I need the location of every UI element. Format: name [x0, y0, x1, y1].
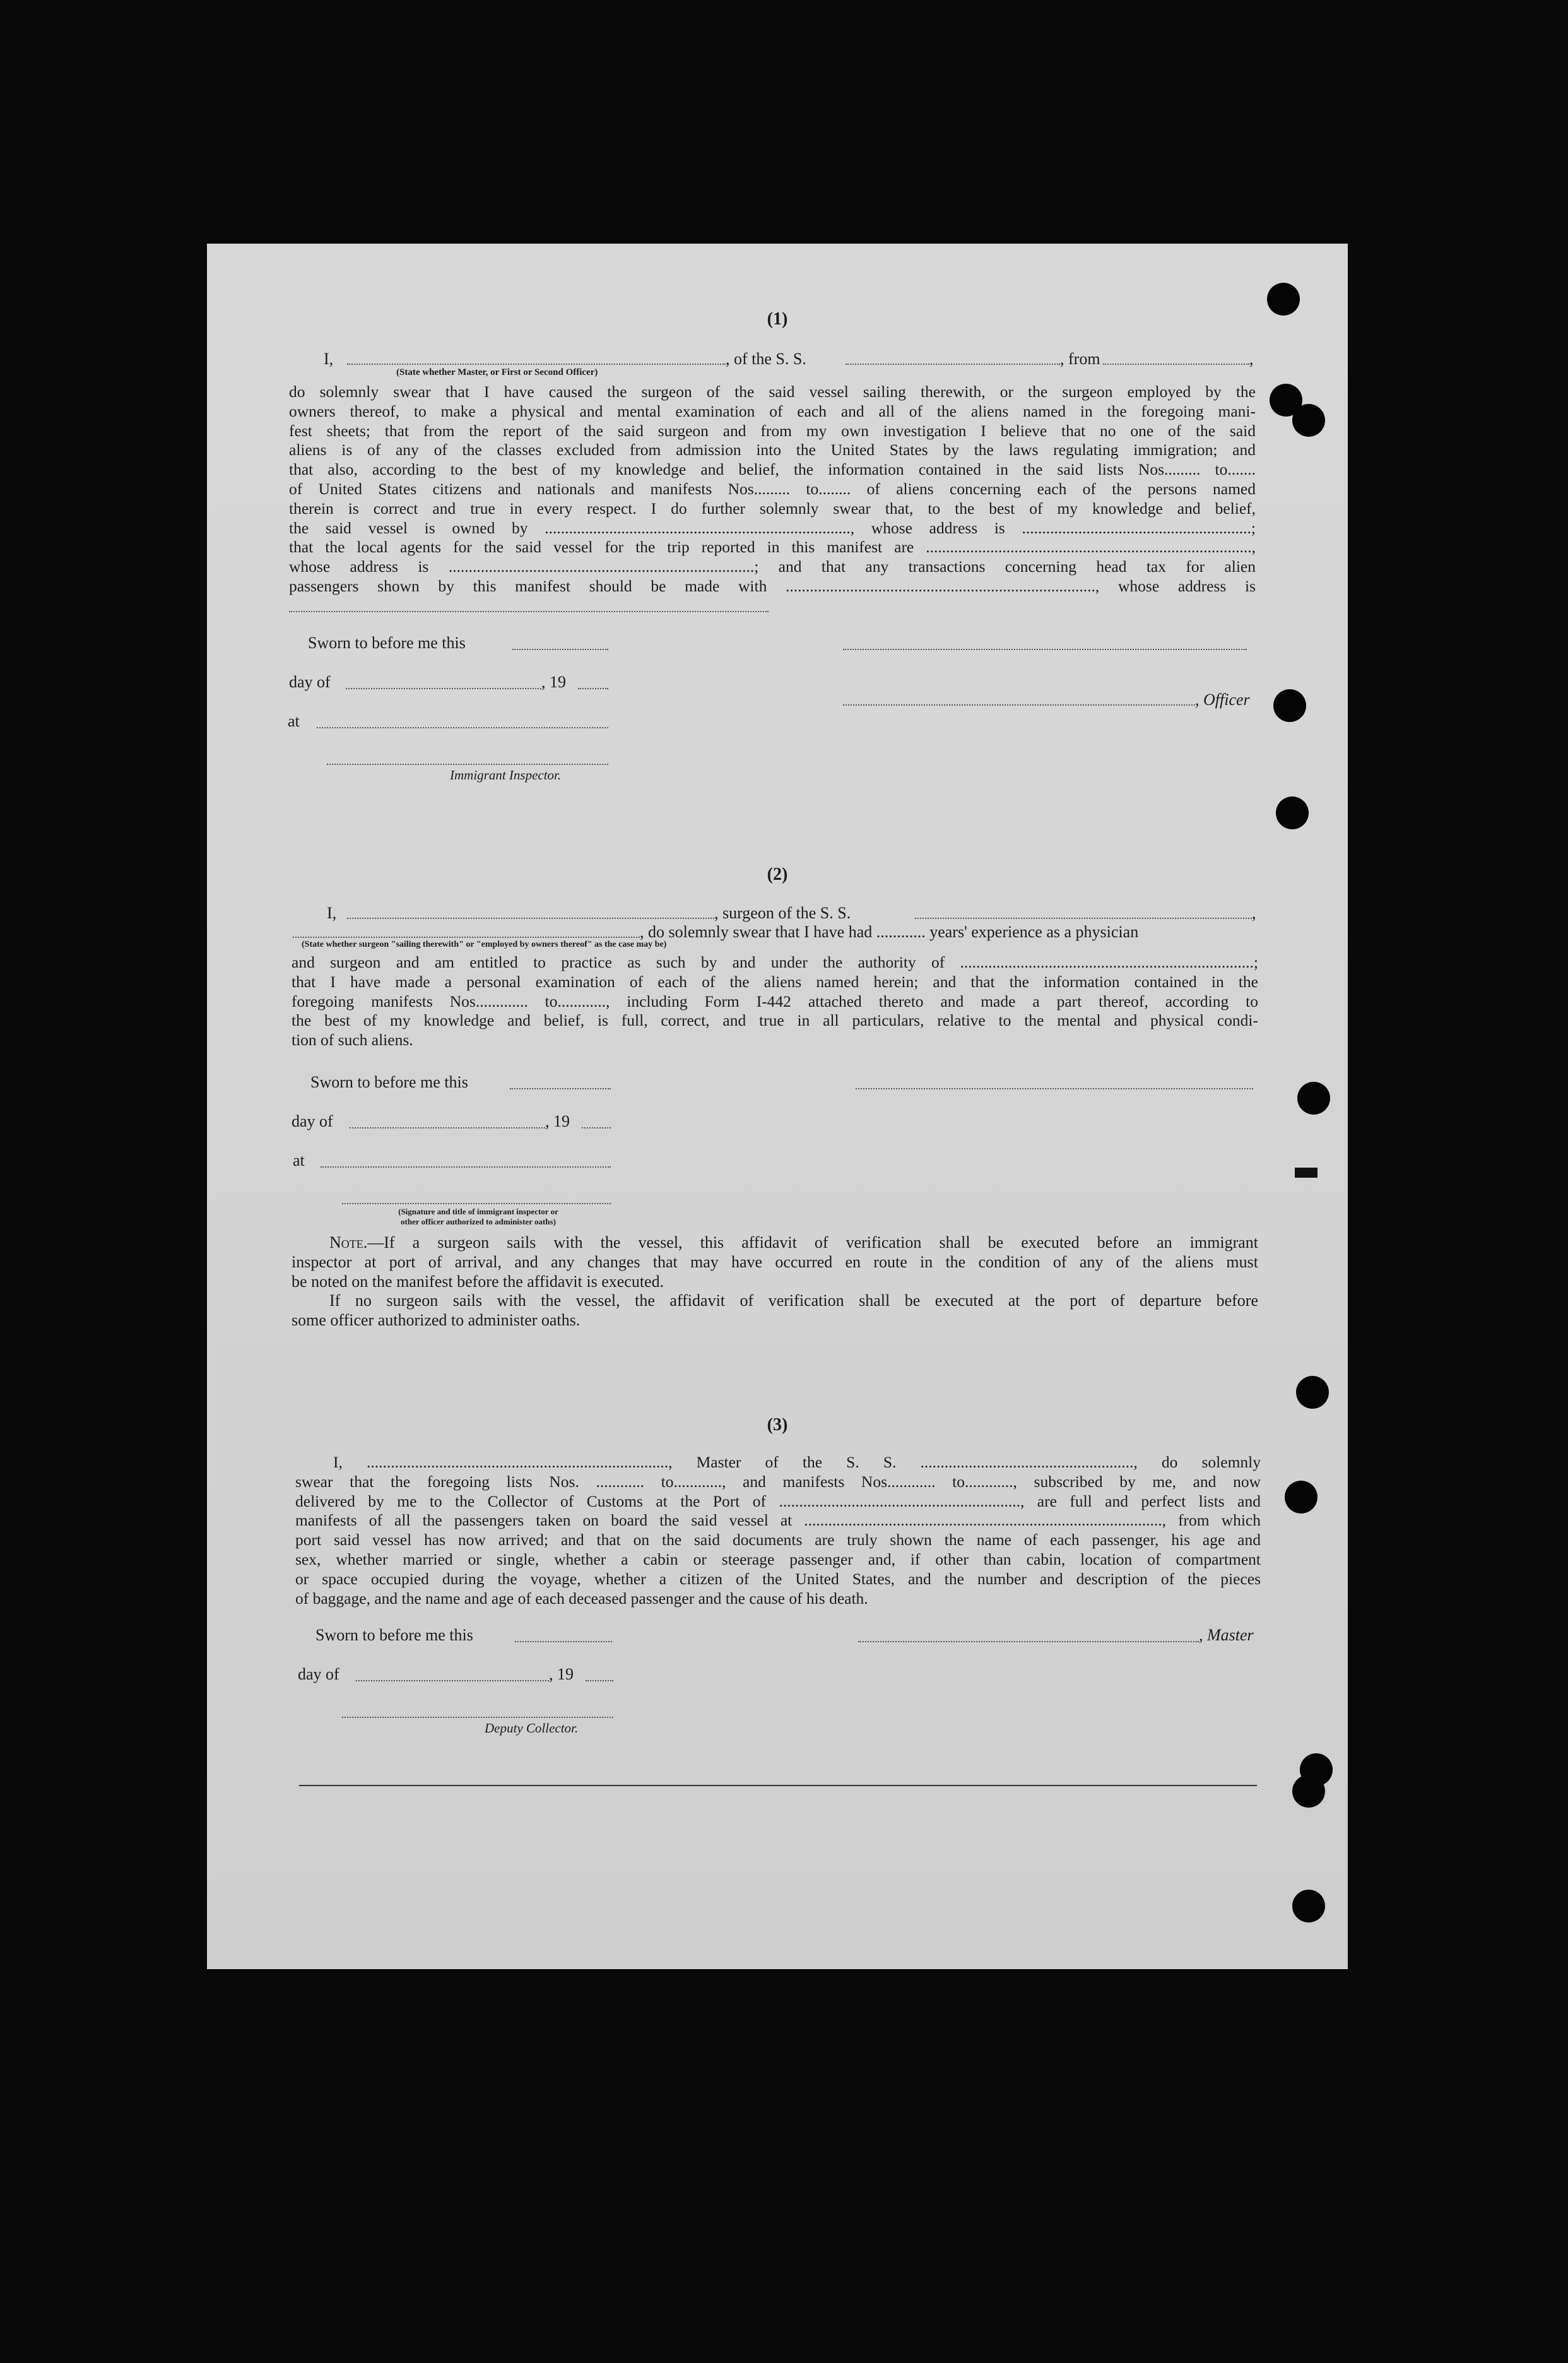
- s2-day-of-label: day of: [292, 1112, 333, 1130]
- manifest-affidavit-page: [207, 244, 1348, 1969]
- s1-line1-end: ,: [1249, 350, 1254, 368]
- s3-body-line: I, ..........................................................................., Master of the S. S. ....................................................., do solemnly: [333, 1453, 1261, 1471]
- s1-body-line: of United States citizens and nationals and manifests Nos......... to........ of aliens concerning each of the persons named: [289, 479, 1256, 498]
- s1-at-label: at: [288, 712, 300, 730]
- s2-body-line: tion of such aliens.: [292, 1031, 413, 1050]
- s1-sworn-day-field[interactable]: [512, 649, 608, 650]
- punch-hole-icon: [1267, 283, 1300, 316]
- s1-master-caption: (State whether Master, or First or Second Officer): [396, 367, 598, 377]
- s3-body-line: manifests of all the passengers taken on board the said vessel at ........................................................................................., from which: [295, 1511, 1261, 1530]
- s1-inspector-caption: Immigrant Inspector.: [450, 767, 562, 783]
- s2-signature-caption-1: (Signature and title of immigrant inspector or: [398, 1207, 558, 1216]
- s2-oath-body: [292, 953, 1258, 1050]
- s1-body-line: do solemnly swear that I have caused the surgeon of the said vessel sailing therewith, or the surgeon employed by the: [289, 382, 1256, 401]
- section-3-number: (3): [767, 1415, 788, 1435]
- s3-day-of-label: day of: [298, 1665, 339, 1683]
- s3-master-signature-line[interactable]: [858, 1641, 1199, 1642]
- punch-hole-icon: [1292, 1890, 1325, 1922]
- s3-body-line: or space occupied during the voyage, whether a citizen of the United States, and the number and description of the pieces: [295, 1569, 1261, 1588]
- s1-body-line: therein is correct and true in every respect. I do further solemnly swear that, to the best of my knowledge and belief,: [289, 499, 1256, 518]
- s2-year-label: , 19: [545, 1112, 570, 1130]
- s1-body-line: fest sheets; that from the report of the said surgeon and from my own investigation I believe that no one of the said: [289, 421, 1256, 440]
- s2-note: [292, 1233, 1258, 1330]
- s1-body-line: owners thereof, to make a physical and mental examination of each and all of the aliens named in the foregoing mani-: [289, 401, 1256, 420]
- s3-sworn-day-field[interactable]: [515, 1641, 612, 1642]
- s2-note-line: some officer authorized to administer oaths.: [292, 1311, 581, 1330]
- s3-body-line: swear that the foregoing lists Nos. ............ to............, and manifests Nos............ to............, subscribed by me, and now: [295, 1472, 1261, 1491]
- s1-at-place-field[interactable]: [317, 727, 608, 728]
- s2-year-field[interactable]: [582, 1127, 611, 1128]
- s1-inspector-signature-line[interactable]: [327, 764, 608, 765]
- s3-collector-caption: Deputy Collector.: [485, 1720, 579, 1736]
- s2-surgeon-status-field[interactable]: [293, 937, 640, 938]
- s2-at-place-field[interactable]: [321, 1166, 611, 1168]
- s2-body-line: foregoing manifests Nos............. to............, including Form I-442 attached thereto and made a part thereof, according to: [292, 992, 1258, 1010]
- s3-sworn-label: Sworn to before me this: [315, 1626, 473, 1644]
- punch-hole-icon: [1296, 1376, 1329, 1409]
- s2-at-label: at: [293, 1151, 305, 1170]
- s2-body-line: that I have made a personal examination of each of the aliens named herein; and that the information contained in the: [292, 972, 1258, 991]
- staple-mark-icon: [1295, 1168, 1317, 1178]
- s1-body-line: passengers shown by this manifest should be made with ............................................................................., whose address is: [289, 576, 1256, 595]
- s3-body-line: of baggage, and the name and age of each deceased passenger and the cause of his death.: [295, 1589, 868, 1608]
- s1-i-label: I,: [324, 350, 334, 368]
- s2-surgeon-name-field[interactable]: [347, 918, 714, 919]
- s3-body-line: delivered by me to the Collector of Customs at the Port of ............................................................, are full and perfect lists and: [295, 1491, 1261, 1510]
- s3-collector-signature-line[interactable]: [342, 1717, 613, 1718]
- s1-body-line: that the local agents for the said vessel for the trip reported in this manifest are .................................................................................,: [289, 538, 1256, 557]
- s1-body-line: the said vessel is owned by ............................................................................, whose address is .........................................................;: [289, 518, 1256, 537]
- s1-month-field[interactable]: [346, 688, 541, 689]
- s2-body-line: and surgeon and am entitled to practice as such by and under the authority of .........................................................................;: [292, 953, 1258, 971]
- s1-sworn-label: Sworn to before me this: [308, 634, 466, 652]
- s3-body-line: sex, whether married or single, whether a cabin or steerage passenger and, if other than cabin, location of compartment: [295, 1549, 1261, 1568]
- s2-oath-line2: , do solemnly swear that I have had ............ years' experience as a physician: [640, 923, 1139, 941]
- s1-body-line: that also, according to the best of my knowledge and belief, the information contained in the said lists Nos......... to.......: [289, 460, 1256, 479]
- s2-i-label: I,: [327, 904, 337, 922]
- s2-surgeon-caption: (State whether surgeon "sailing therewith" or "employed by owners thereof" as the case may be): [302, 940, 667, 949]
- punch-hole-icon: [1292, 404, 1325, 437]
- s2-signature-caption-2: other officer authorized to administer oaths): [401, 1217, 556, 1226]
- s1-address-field[interactable]: [289, 611, 769, 612]
- s1-officer-signature-line[interactable]: [843, 649, 1247, 650]
- s3-year-label: , 19: [549, 1665, 574, 1683]
- s1-officer-name-line[interactable]: [843, 704, 1195, 706]
- s3-month-field[interactable]: [356, 1680, 549, 1681]
- s2-month-field[interactable]: [350, 1127, 545, 1128]
- s1-master-title-field[interactable]: [347, 364, 726, 365]
- punch-hole-icon: [1273, 689, 1306, 722]
- s1-day-of-label: day of: [289, 673, 331, 691]
- s2-surgeon-signature-line[interactable]: [856, 1088, 1253, 1089]
- s2-vessel-name-field[interactable]: [915, 918, 1252, 919]
- s1-vessel-name-field[interactable]: [846, 364, 1060, 365]
- s2-note-line: inspector at port of arrival, and any changes that may have occurred en route in the condition of any of the aliens must: [292, 1252, 1258, 1271]
- s2-inspector-signature-line[interactable]: [342, 1203, 611, 1204]
- bottom-rule: [299, 1785, 1257, 1786]
- s1-officer-label: , Officer: [1195, 690, 1250, 709]
- s1-year-field[interactable]: [578, 688, 608, 689]
- s1-body-line: aliens is of any of the classes excluded from admission into the United States by the laws regulating immigration; and: [289, 441, 1256, 459]
- s3-year-field[interactable]: [586, 1680, 613, 1681]
- punch-hole-icon: [1297, 1082, 1330, 1115]
- s1-of-ss-label: , of the S. S.: [726, 350, 806, 368]
- punch-hole-icon: [1276, 797, 1309, 829]
- s2-body-line: the best of my knowledge and belief, is full, correct, and true in all particulars, relative to the mental and physical condi-: [292, 1011, 1258, 1030]
- punch-hole-icon: [1285, 1481, 1317, 1513]
- s1-oath-body: [289, 382, 1256, 596]
- s1-from-port-field[interactable]: [1103, 364, 1249, 365]
- s2-note-text: —If a surgeon sails with the vessel, this affidavit of verification shall be executed before an immigrant: [367, 1233, 1258, 1252]
- s2-note-line: If no surgeon sails with the vessel, the affidavit of verification shall be executed at the port of departure before: [329, 1291, 1258, 1310]
- s2-sworn-day-field[interactable]: [510, 1088, 611, 1089]
- section-1-number: (1): [767, 309, 788, 329]
- punch-hole-icon: [1292, 1775, 1325, 1808]
- s1-year-label: , 19: [541, 673, 566, 691]
- s1-from-label: , from: [1060, 350, 1100, 368]
- s2-sworn-label: Sworn to before me this: [310, 1073, 468, 1091]
- s2-note-line-1: [292, 1233, 1258, 1253]
- s2-line1-end: ,: [1252, 904, 1256, 922]
- s3-oath-body: [295, 1453, 1261, 1608]
- s3-master-label: , Master: [1199, 1626, 1254, 1644]
- s2-surgeon-of-ss-label: , surgeon of the S. S.: [714, 904, 851, 922]
- s1-body-line: whose address is ............................................................................; and that any transactions concerning head tax for alien: [289, 557, 1256, 576]
- s2-note-label: Note.: [329, 1233, 368, 1252]
- s2-note-line: be noted on the manifest before the affidavit is executed.: [292, 1272, 664, 1291]
- section-2-number: (2): [767, 865, 788, 884]
- s3-body-line: port said vessel has now arrived; and that on the said documents are truly shown the name of each passenger, his age and: [295, 1531, 1261, 1549]
